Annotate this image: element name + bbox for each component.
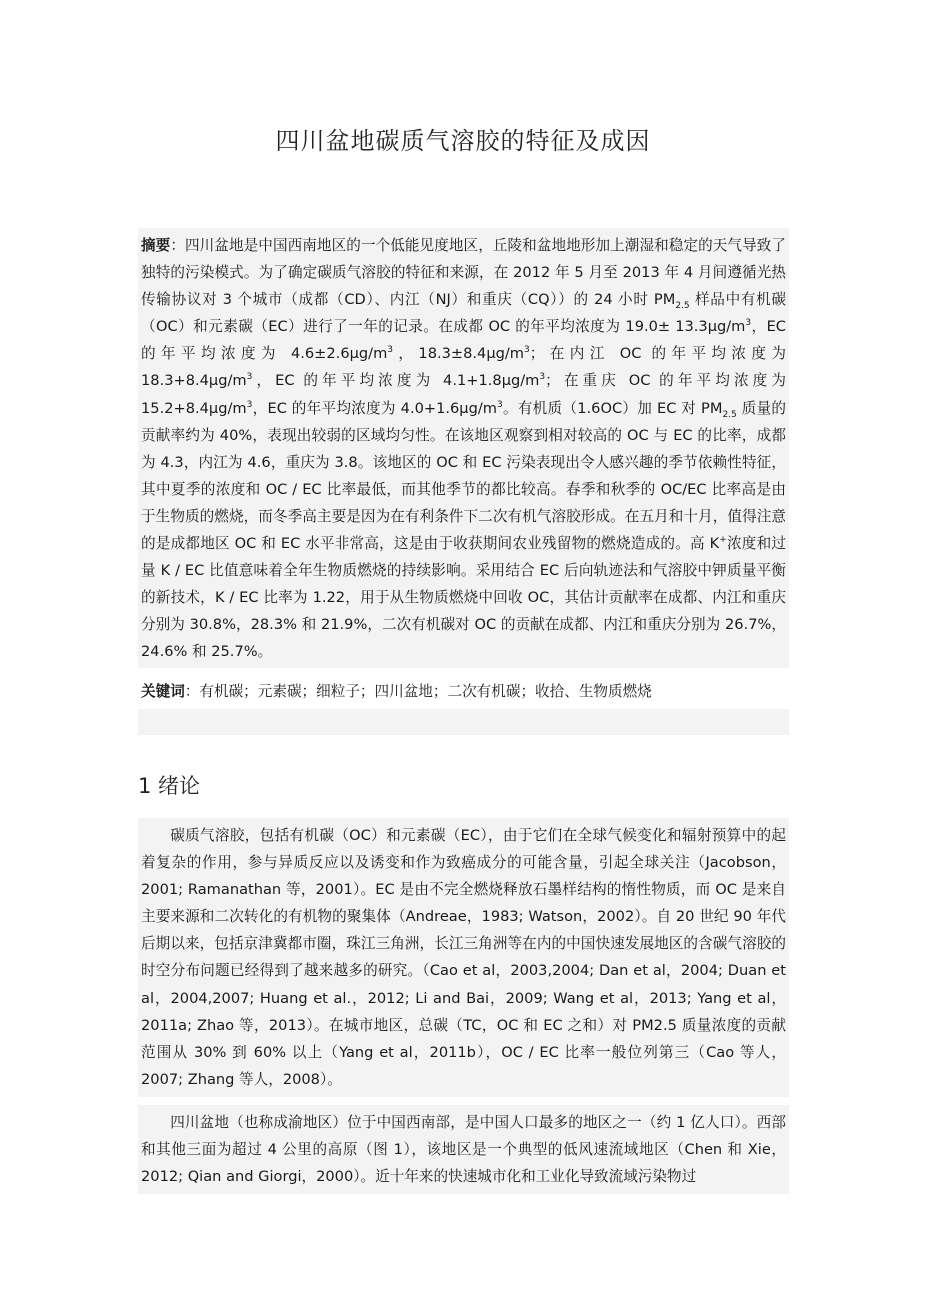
abstract-footer-band (138, 709, 789, 735)
page-title: 四川盆地碳质气溶胶的特征及成因 (275, 127, 651, 155)
abstract-label: 摘要 (141, 237, 171, 254)
paragraph-gap (138, 1097, 789, 1105)
keywords-label: 关键词 (141, 682, 185, 700)
abstract-block (138, 228, 789, 735)
keywords (138, 668, 789, 709)
abstract-text: 摘要：四川盆地是中国西南地区的一个低能见度地区，丘陵和盆地地形加上潮湿和稳定的天气导致了独特的污染模式。为了确定碳质气溶胶的特征和来源，在 2012 年 5 月至 2013 年 4 月间遵循光热传输协议对 3 个城市（成都（CD）、内江（NJ）和重庆（CQ））的 24 小时 $PM_{2.5}$ 样品中有机碳（OC）和元素碳（EC）进行了一年的记录。在成都 OC 的年平均浓度为 $19.0\pm 13.3\mu g/m^3$，EC 的年平均浓度为 $4.6\pm 2.6\mu g/m^3$，$18.3\pm 8.4\mu g/m^3$；在内江 OC 的年平均浓度为 $18.3+8.4\mu g/m^3$，EC 的年平均浓度为 $4.1+1.8\mu g/m^3$；在重庆 OC 的年平均浓度为 $15.2+8.4\mu g/m^3$，EC 的年平均浓度为 $4.0+1.6\mu g/m^3$。有机质（1.6OC）加 EC 对 $PM_{2.5}$ 质量的贡献率约为 40%，表现出较弱的区域均匀性。在该地区观察到相对较高的 OC 与 EC 的比率，成都为 4.3，内江为 4.6，重庆为 3.8。该地区的 OC 和 EC 污染表现出令人感兴趣的季节依赖性特征，其中夏季的浓度和 OC / EC 比率最低，而其他季节的都比较高。春季和秋季的 OC/EC 比率高是由于生物质的燃烧，而冬季高主要是因为在有利条件下二次有机气溶胶形成。在五月和十月，值得注意的是成都地区 OC 和 EC 水平非常高，这是由于收获期间农业残留物的燃烧造成的。高 K+浓度和过量 K / EC 比值意味着全年生物质燃烧的持续影响。采用结合 EC 后向轨迹法和气溶胶中钾质量平衡的新技术，K / EC 比率为 1.22，用于从生物质燃烧中回收 OC，其估计贡献率在成都、内江和重庆分别为 30.8%，28.3% 和 21.9%，二次有机碳对 OC 的贡献在成都、内江和重庆分别为 26.7%，24.6% 和 25.7%。 (141, 237, 787, 661)
keywords-text: ：有机碳；元素碳；细粒子；四川盆地；二次有机碳；收拾、生物质燃烧 (184, 682, 652, 700)
introduction-body (138, 818, 789, 1194)
section-heading: 1 绪论 (138, 774, 201, 798)
paragraph: 碳质气溶胶，包括有机碳（OC）和元素碳（EC），由于它们在全球气候变化和辐射预算中的起着复杂的作用，参与异质反应以及诱变和作为致癌成分的可能含量，引起全球关注（Jacobson，2001; Ramanathan 等，2001）。EC 是由不完全燃烧释放石墨样结构的惰性物质，而 OC 是来自主要来源和二次转化的有机物的聚集体（Andreae，1983; Watson，2002）。自 20 世纪 90 年代后期以来，包括京津冀都市圈，珠江三角洲，长江三角洲等在内的中国快速发展地区的含碳气溶胶的时空分布问题已经得到了越来越多的研究。（Cao et al，2003,2004; Dan et al，2004; Duan et al，2004,2007; Huang et al.，2012; Li and Bai，2009; Wang et al，2013; Yang et al，2011a; Zhao 等，2013）。在城市地区，总碳（TC，OC 和 EC 之和）对 PM2.5 质量浓度的贡献范围从 30% 到 60% 以上（Yang et al，2011b），OC / EC 比率一般位列第三（Cao 等人，2007; Zhang 等人，2008）。 (141, 827, 786, 1088)
paragraph: 四川盆地（也称成渝地区）位于中国西南部，是中国人口最多的地区之一（约 1 亿人口）。西部和其他三面为超过 4 公里的高原（图 1），该地区是一个典型的低风速流域地区（Chen 和 Xie，2012; Qian and Giorgi，2000）。近十年来的快速城市化和工业化导致流域污染物过 (141, 1113, 786, 1186)
